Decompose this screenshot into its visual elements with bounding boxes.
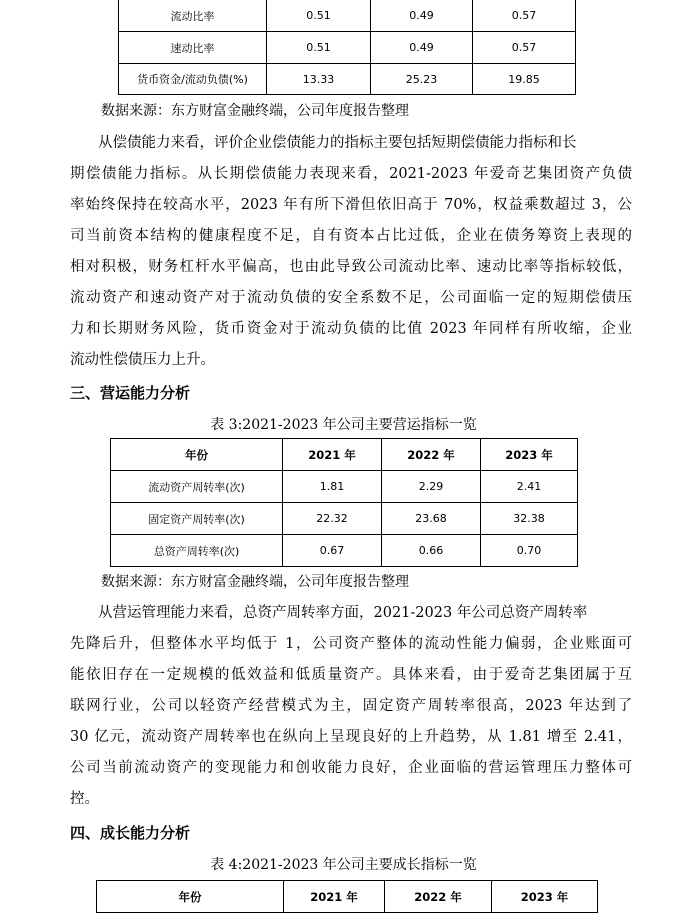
- cell-2023: 0.70: [481, 535, 578, 567]
- column-header-2022: 2022 年: [382, 439, 481, 471]
- paragraph-line: 先降后升，但整体水平均低于 1，公司资产整体的流动性能力偏弱，企业账面可: [70, 636, 632, 652]
- operations-table: [110, 438, 578, 567]
- table-row: [111, 471, 578, 503]
- cell-2022: 25.23: [371, 64, 473, 95]
- column-header-2021: 2021 年: [284, 881, 385, 913]
- cell-2021: 13.33: [267, 64, 371, 95]
- cell-2022: 0.49: [371, 0, 473, 32]
- paragraph-line: 率始终保持在较高水平，2023 年有所下滑但依旧高于 70%，权益乘数超过 3，公: [70, 197, 632, 213]
- paragraph-line: 30 亿元，流动资产周转率也在纵向上呈现良好的上升趋势，从 1.81 增至 2.41，: [70, 729, 632, 745]
- column-header-2023: 2023 年: [492, 881, 598, 913]
- column-header-year: 年份: [97, 881, 284, 913]
- data-source-note: 数据来源：东方财富金融终端，公司年度报告整理: [101, 574, 409, 590]
- row-label: 固定资产周转率(次): [111, 503, 283, 535]
- table-caption: 表 4:2021-2023 年公司主要成长指标一览: [210, 857, 477, 873]
- table-row: [119, 64, 576, 95]
- column-header-2022: 2022 年: [385, 881, 492, 913]
- table-header-row: [97, 881, 598, 913]
- table-header-row: [111, 439, 578, 471]
- paragraph-line: 流动性偿债压力上升。: [70, 352, 215, 368]
- growth-table: [96, 880, 598, 913]
- cell-2021: 0.67: [283, 535, 382, 567]
- cell-2023: 32.38: [481, 503, 578, 535]
- column-header-2023: 2023 年: [481, 439, 578, 471]
- cell-2021: 1.81: [283, 471, 382, 503]
- paragraph-line: 力和长期财务风险，货币资金对于流动负债的比值 2023 年同样有所收缩，企业: [70, 321, 632, 337]
- cell-2021: 0.51: [267, 0, 371, 32]
- data-source-note: 数据来源：东方财富金融终端，公司年度报告整理: [101, 103, 409, 119]
- paragraph-line: 从偿债能力来看，评价企业偿债能力的指标主要包括短期偿债能力指标和长: [98, 135, 577, 151]
- section-heading-growth: 四、成长能力分析: [70, 824, 191, 842]
- column-header-year: 年份: [111, 439, 283, 471]
- table-row: [119, 0, 576, 32]
- row-label: 流动资产周转率(次): [111, 471, 283, 503]
- column-header-2021: 2021 年: [283, 439, 382, 471]
- cell-2021: 22.32: [283, 503, 382, 535]
- cell-2022: 0.66: [382, 535, 481, 567]
- paragraph-line: 相对积极，财务杠杆水平偏高，也由此导致公司流动比率、速动比率等指标较低，: [70, 259, 632, 275]
- cell-2023: 2.41: [481, 471, 578, 503]
- cell-2022: 23.68: [382, 503, 481, 535]
- paragraph-line: 从营运管理能力来看，总资产周转率方面，2021-2023 年公司总资产周转率: [98, 605, 588, 621]
- cell-2023: 19.85: [473, 64, 576, 95]
- table-row: [111, 535, 578, 567]
- table-row: [111, 503, 578, 535]
- paragraph-line: 联网行业，公司以轻资产经营模式为主，固定资产周转率很高，2023 年达到了: [70, 698, 632, 714]
- row-label: 货币资金/流动负债(%): [119, 64, 267, 95]
- paragraph-line: 控。: [70, 791, 99, 807]
- cell-2022: 2.29: [382, 471, 481, 503]
- cell-2022: 0.49: [371, 32, 473, 64]
- row-label: 总资产周转率(次): [111, 535, 283, 567]
- row-label: 速动比率: [119, 32, 267, 64]
- paragraph-line: 期偿债能力指标。从长期偿债能力表现来看，2021-2023 年爱奇艺集团资产负债: [70, 166, 632, 182]
- paragraph-line: 流动资产和速动资产对于流动负债的安全系数不足，公司面临一定的短期偿债压: [70, 290, 632, 306]
- cell-2021: 0.51: [267, 32, 371, 64]
- paragraph-line: 公司当前流动资产的变现能力和创收能力良好，企业面临的营运管理压力整体可: [70, 760, 632, 776]
- section-heading-operations: 三、营运能力分析: [70, 384, 191, 402]
- table-row: [119, 32, 576, 64]
- liquidity-table: [118, 0, 576, 95]
- cell-2023: 0.57: [473, 0, 576, 32]
- cell-2023: 0.57: [473, 32, 576, 64]
- paragraph-line: 能依旧存在一定规模的低效益和低质量资产。具体来看，由于爱奇艺集团属于互: [70, 667, 632, 683]
- row-label: 流动比率: [119, 0, 267, 32]
- table-caption: 表 3:2021-2023 年公司主要营运指标一览: [210, 417, 477, 433]
- paragraph-line: 司当前资本结构的健康程度不足，自有资本占比过低，企业在债务筹资上表现的: [70, 228, 632, 244]
